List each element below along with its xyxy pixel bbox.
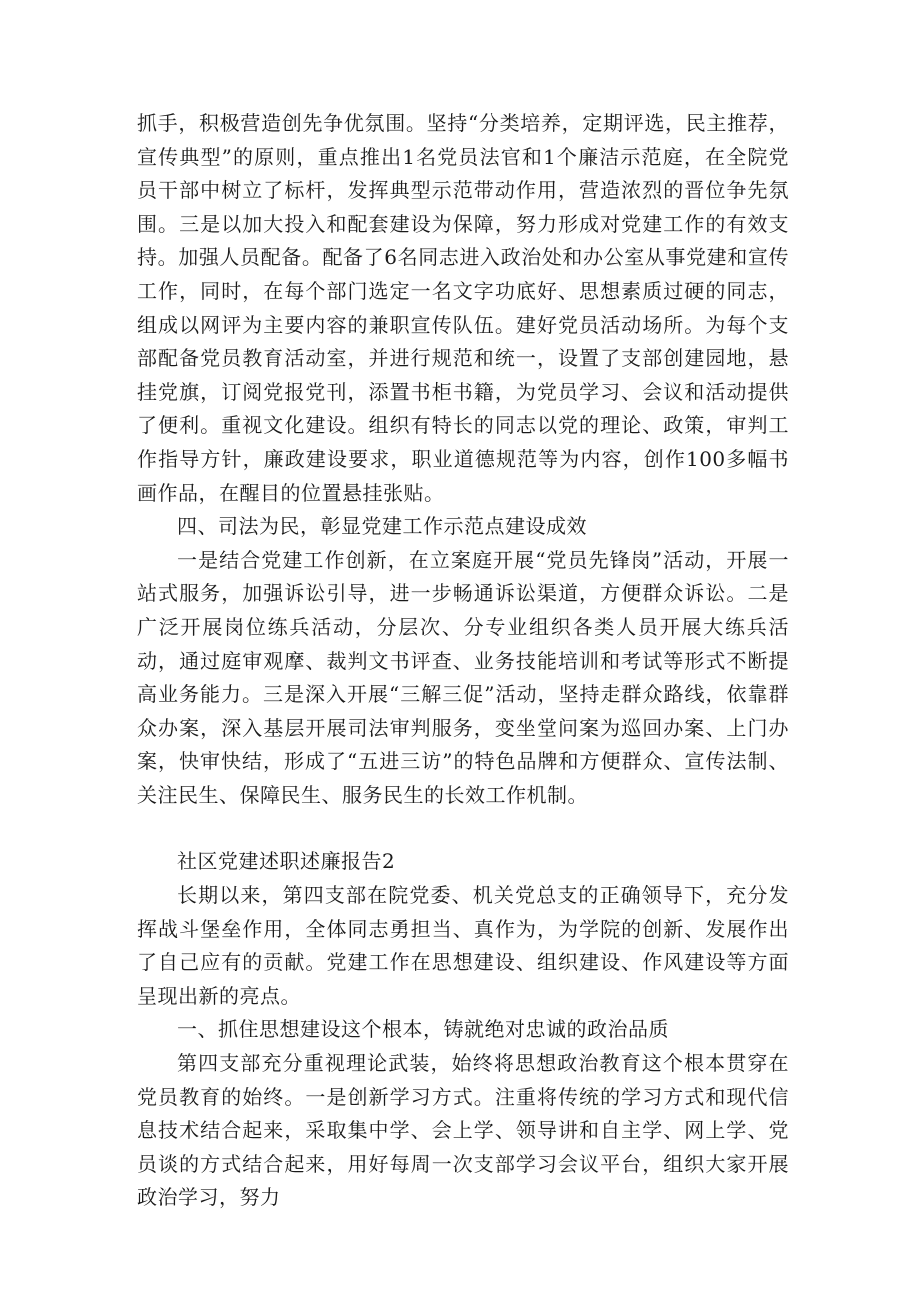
paragraph-section-four: 一是结合党建工作创新，在立案庭开展“党员先锋岗”活动，开展一站式服务，加强诉讼引导，进一步畅通诉讼渠道，方便群众诉讼。二是广泛开展岗位练兵活动，分层次、分专业组织各类人员开展大练兵活动，通过庭审观摩、裁判文书评查、业务技能培训和考试等形式不断提高业务能力。三是深入开展“三解三促”活动，坚持走群众路线，依靠群众办案，深入基层开展司法审判服务，变坐堂问案为巡回办案、上门办案，快审快结，形成了“五进三访”的特色品牌和方便群众、宣传法制、关注民生、保障民生、服务民生的长效工作机制。 (137, 547, 789, 807)
section-heading-one: 一、抓住思想建设这个根本，铸就绝对忠诚的政治品质 (177, 1017, 669, 1042)
paragraph-intro: 长期以来，第四支部在院党委、机关党总支的正确领导下，充分发挥战斗堡垒作用，全体同志勇担当、真作为，为学院的创新、发展作出了自己应有的贡献。党建工作在思想建设、组织建设、作风建设等方面呈现出新的亮点。 (137, 883, 789, 1008)
section-heading-four: 四、司法为民，彰显党建工作示范点建设成效 (177, 514, 587, 539)
document-page (137, 107, 789, 1215)
report-title: 社区党建述职述廉报告2 (177, 849, 396, 874)
paragraph-continued: 抓手，积极营造创先争优氛围。坚持“分类培养，定期评选，民主推荐，宣传典型”的原则，重点推出1名党员法官和1个廉洁示范庭，在全院党员干部中树立了标杆，发挥典型示范带动作用，营造浓烈的晋位争先氛围。三是以加大投入和配套建设为保障，努力形成对党建工作的有效支持。加强人员配备。配备了6名同志进入政治处和办公室从事党建和宣传工作，同时，在每个部门选定一名文字功底好、思想素质过硬的同志，组成以网评为主要内容的兼职宣传队伍。建好党员活动场所。为每个支部配备党员教育活动室，并进行规范和统一，设置了支部创建园地，悬挂党旗，订阅党报党刊，添置书柜书籍，为党员学习、会议和活动提供了便利。重视文化建设。组织有特长的同志以党的理论、政策，审判工作指导方针，廉政建设要求，职业道德规范等为内容，创作100多幅书画作品，在醒目的位置悬挂张贴。 (137, 111, 789, 505)
paragraph-gap (137, 812, 789, 845)
paragraph-section-one: 第四支部充分重视理论武装，始终将思想政治教育这个根本贯穿在党员教育的始终。一是创新学习方式。注重将传统的学习方式和现代信息技术结合起来，采取集中学、会上学、领导讲和自主学、网上学、党员谈的方式结合起来，用好每周一次支部学习会议平台，组织大家开展政治学习，努力 (137, 1051, 789, 1210)
